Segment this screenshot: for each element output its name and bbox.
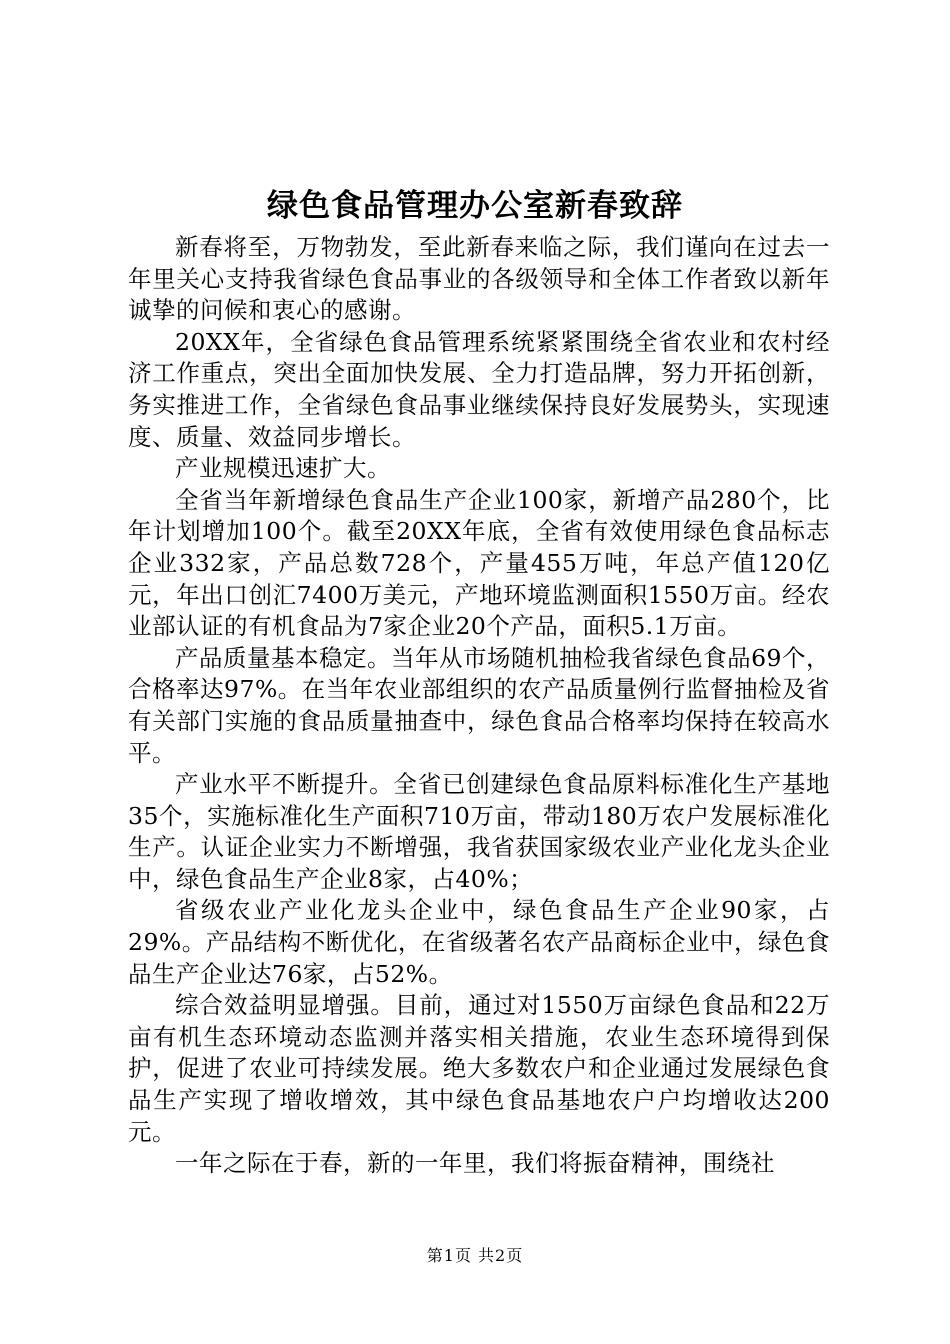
paragraph-benefits: 综合效益明显增强。目前，通过对1550万亩绿色食品和22万亩有机生态环境动态监测并落实相关措施，农业生态环境得到保护，促进了农业可持续发展。绝大多数农户和企业通过发展绿色食品生产实现了增收增效，其中绿色食品基地农户户均增收达200元。 <box>128 991 830 1146</box>
paragraph-greeting: 新春将至，万物勃发，至此新春来临之际，我们谨向在过去一年里关心支持我省绿色食品事业的各级领导和全体工作者致以新年诚挚的问候和衷心的感谢。 <box>128 233 830 325</box>
paragraph-industry-level: 产业水平不断提升。全省已创建绿色食品原料标准化生产基地35个，实施标准化生产面积710万亩，带动180万农户发展标准化生产。认证企业实力不断增强，我省获国家级农业产业化龙头企业中，绿色食品生产企业8家，占40%； <box>128 770 830 893</box>
paragraph-annual-summary: 20XX年，全省绿色食品管理系统紧紧围绕全省农业和农村经济工作重点，突出全面加快发展、全力打造品牌，努力开拓创新，务实推进工作，全省绿色食品事业继续保持良好发展势头，实现速度、质量、效益同步增长。 <box>128 327 830 451</box>
paragraph-provincial-enterprises: 省级农业产业化龙头企业中，绿色食品生产企业90家，占29%。产品结构不断优化，在省级著名农产品商标企业中，绿色食品生产企业达76家，占52%。 <box>128 896 830 988</box>
page-footer: 第1页 共2页 <box>426 1246 524 1265</box>
paragraph-quality: 产品质量基本稳定。当年从市场随机抽检我省绿色食品69个，合格率达97%。在当年农业部组织的农产品质量例行监督抽检及省有关部门实施的食品质量抽查中，绿色食品合格率均保持在较高水平。 <box>128 643 830 767</box>
paragraph-scale-heading: 产业规模迅速扩大。 <box>175 454 391 483</box>
document-body <box>128 232 830 1180</box>
document-title: 绿色食品管理办公室新春致辞 <box>267 188 683 224</box>
paragraph-new-year: 一年之际在于春，新的一年里，我们将振奋精神，围绕社 <box>175 1149 775 1178</box>
paragraph-scale-details: 全省当年新增绿色食品生产企业100家，新增产品280个，比年计划增加100个。截至20XX年底，全省有效使用绿色食品标志企业332家，产品总数728个，产量455万吨，年总产值120亿元，年出口创汇7400万美元，产地环境监测面积1550万亩。经农业部认证的有机食品为7家企业20个产品，面积5.1万亩。 <box>128 485 830 641</box>
